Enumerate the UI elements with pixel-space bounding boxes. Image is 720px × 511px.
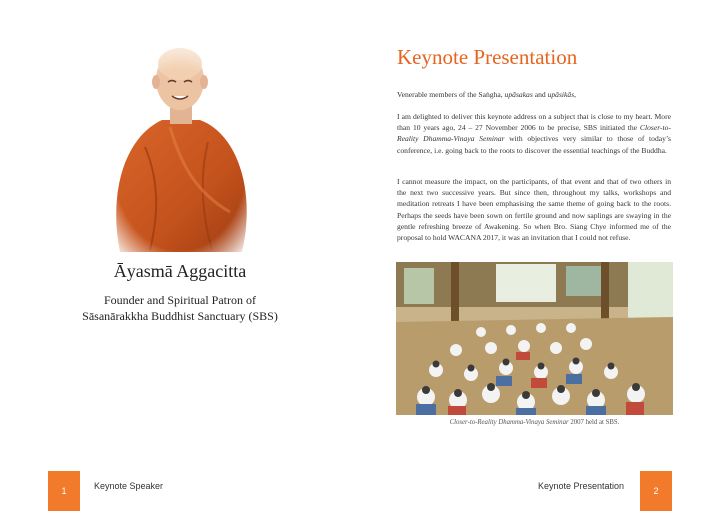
footer-label-right: Keynote Presentation: [538, 481, 625, 491]
speaker-role: [0, 292, 360, 324]
p1-text-a: I am delighted to deliver this keynote address on a subject that is close to my heart. More than 10 years ago, 24 – 27 November 2006 to be precise, SBS initiated the: [397, 112, 671, 133]
monk-portrait: [100, 42, 260, 257]
caption-seminar-title: Closer-to-Reality Dhamma-Vinaya Seminar: [449, 419, 569, 426]
paragraph-1: [397, 111, 671, 156]
role-line-2: Sāsanārakkha Buddhist Sanctuary (SBS): [82, 309, 278, 323]
salutation-text-c: and: [532, 90, 548, 99]
speaker-name: Āyasmā Aggacitta: [113, 261, 247, 281]
p1-seminar-title: Closer-to-Reality Dhamma-Vinaya Seminar: [397, 123, 671, 144]
right-page: [360, 0, 720, 511]
salutation: [397, 89, 671, 100]
paragraph-2: I cannot measure the impact, on the participants, of that event and that of two others in the next two successive years. But since then, throughout my talks, workshops and meditation retreats I have been emphasising the same theme of going back to the roots. Perhaps the seeds have been sown on fertile ground and now saplings are swaying in the gentle refreshing breeze of Awakening. So when Bro. Siang Chye informed me of the proposal to hold WACANA 2017, it was an invitation that I could not refuse.: [397, 177, 671, 243]
photo-caption: [396, 419, 673, 426]
footer-label-left: Keynote Speaker: [94, 481, 164, 491]
salutation-text-b: upāsakas: [504, 90, 533, 99]
page-number-badge: 1: [48, 471, 80, 511]
page-number-badge-right: 2: [640, 471, 672, 511]
role-line-1: Founder and Spiritual Patron of: [104, 293, 256, 307]
salutation-text-d: upāsikās,: [547, 90, 577, 99]
seminar-photo: [396, 262, 673, 415]
p1-text-c: with objectives very similar to those of today’s conference, i.e. going back to the roots to discover the essential teachings of the Buddha.: [397, 134, 671, 155]
salutation-text-a: Venerable members of the Saṅgha,: [397, 90, 505, 99]
caption-text: 2007 held at SBS.: [568, 419, 620, 426]
page-title: Keynote Presentation: [397, 45, 578, 69]
